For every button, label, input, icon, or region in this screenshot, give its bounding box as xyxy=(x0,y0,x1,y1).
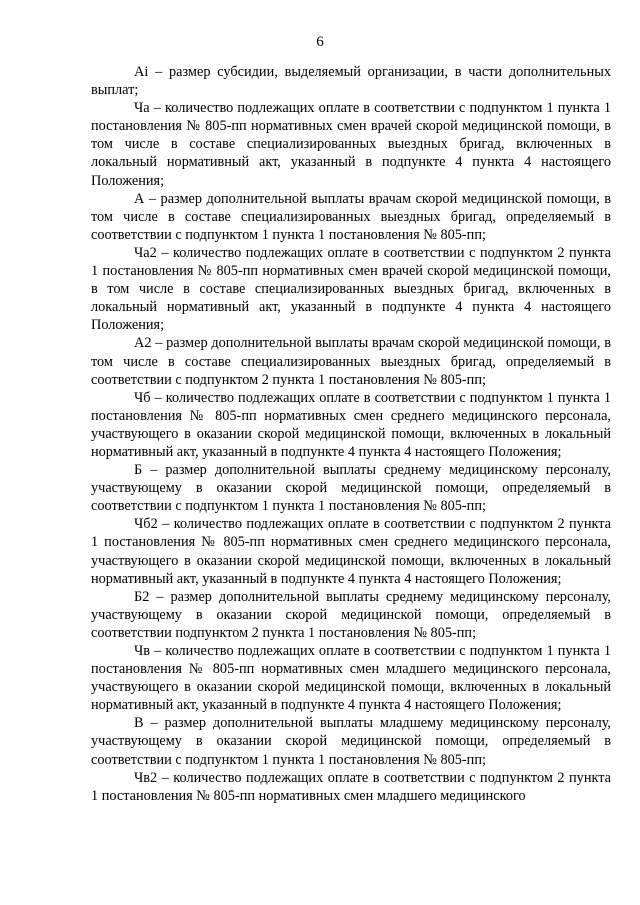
paragraph-a2: А2 – размер дополнительной выплаты врачам скорой медицинской помощи, в том числе в составе специализированных выездных бригад, определяемый в соответствии с подпунктом 2 пункта 1 постановления № 805-пп; xyxy=(91,335,611,388)
paragraph-chb2: Чб2 – количество подлежащих оплате в соответствии с подпунктом 2 пункта 1 постановления № 805-пп нормативных смен среднего медицинского персонала, участвующего в оказании скорой медицинской помощи, включенных в локальный нормативный акт, указанный в подпункте 4 пункта 4 настоящего Положения; xyxy=(91,516,611,587)
page-number: 6 xyxy=(316,34,324,50)
paragraph-v: В – размер дополнительной выплаты младшему медицинскому персоналу, участвующему в оказании скорой медицинской помощи, определяемый в соответствии с подпунктом 1 пункта 1 постановления № 805-пп; xyxy=(91,715,611,768)
paragraph-b: Б – размер дополнительной выплаты среднему медицинскому персоналу, участвующему в оказании скорой медицинской помощи, определяемый в соответствии с подпунктом 1 пункта 1 постановления № 805-пп; xyxy=(91,462,611,515)
paragraph-a: А – размер дополнительной выплаты врачам скорой медицинской помощи, в том числе в составе специализированных выездных бригад, определяемый в соответствии с подпунктом 1 пункта 1 постановления № 805-пп; xyxy=(91,190,611,243)
body-text xyxy=(91,63,611,805)
paragraph-chb: Чб – количество подлежащих оплате в соответствии с подпунктом 1 пункта 1 постановления № 805-пп нормативных смен среднего медицинского персонала, участвующего в оказании скорой медицинской помощи, включенных в локальный нормативный акт, указанный в подпункте 4 пункта 4 настоящего Положения; xyxy=(91,389,611,460)
paragraph-cha: Чa – количество подлежащих оплате в соответствии с подпунктом 1 пункта 1 постановления № 805-пп нормативных смен врачей скорой медицинской помощи, в том числе в составе специализированных выездных бригад, включенных в локальный нормативный акт, указанный в подпункте 4 пункта 4 настоящего Положения; xyxy=(91,100,611,189)
paragraph-cha2: Ча2 – количество подлежащих оплате в соответствии с подпунктом 2 пункта 1 постановления № 805-пп нормативных смен врачей скорой медицинской помощи, в том числе в составе специализированных выездных бригад, включенных в локальный нормативный акт, указанный в подпункте 4 пункта 4 настоящего Положения; xyxy=(91,244,611,334)
paragraph-b2: Б2 – размер дополнительной выплаты среднему медицинскому персоналу, участвующему в оказании скорой медицинской помощи, определяемый в соответствии подпунктом 2 пункта 1 постановления № 805-пп; xyxy=(91,588,611,641)
paragraph-chv: Чв – количество подлежащих оплате в соответствии с подпунктом 1 пункта 1 постановления № 805-пп нормативных смен младшего медицинского персонала, участвующего в оказании скорой медицинской помощи, включенных в локальный нормативный акт, указанный в подпункте 4 пункта 4 настоящего Положения; xyxy=(91,643,611,714)
paragraph-chv2: Чв2 – количество подлежащих оплате в соответствии с подпунктом 2 пункта 1 постановления № 805-пп нормативных смен младшего медицинского xyxy=(91,769,611,804)
paragraph-ai: Аi – размер субсидии, выделяемый организации, в части дополнительных выплат; xyxy=(91,64,611,99)
